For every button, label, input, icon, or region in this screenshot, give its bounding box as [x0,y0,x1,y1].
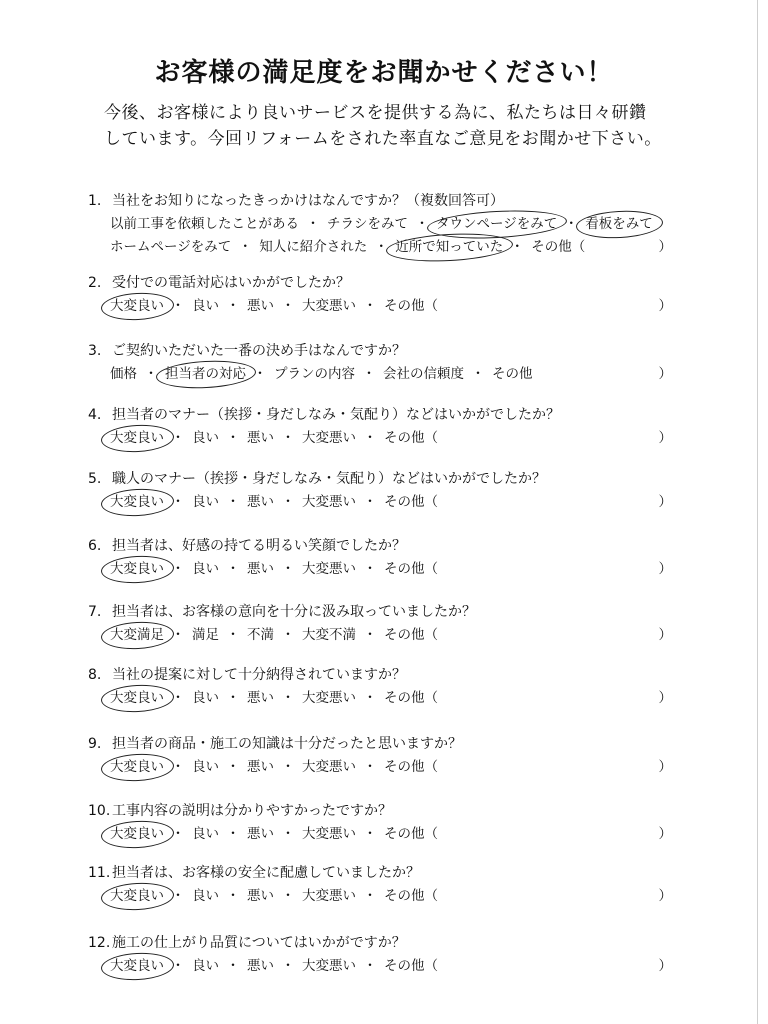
option-separator: ・ [144,366,158,382]
question-number: 2. [88,275,102,291]
question-label: 担当者は、お客様の意向を十分に汲み取っていましたか？ [112,604,476,620]
answer-options [88,756,708,779]
question-label: 当社をお知りになったきっかけはなんですか？（複数回答可） [112,193,504,209]
answer-option[interactable]: その他（ [384,826,438,842]
answer-option[interactable]: 悪い [247,888,274,904]
answer-option[interactable]: 大変悪い [302,888,356,904]
answer-options [88,491,708,514]
answer-option[interactable]: その他（ [384,759,438,775]
option-separator: ・ [226,759,240,775]
question-10 [88,800,708,846]
answer-option[interactable]: 悪い [247,690,274,706]
other-close-paren: ） [658,888,672,904]
question-label: 担当者は、好感の持てる明るい笑顔でしたか？ [112,538,406,554]
answer-option[interactable]: 知人に紹介された [259,239,368,255]
question-1 [88,190,708,259]
question-text [88,862,708,885]
option-separator: ・ [226,430,240,446]
question-8 [88,664,708,710]
question-12 [88,932,708,978]
option-separator: ・ [471,366,485,382]
option-separator: ・ [281,298,295,314]
answer-options [88,687,708,710]
question-label: 当社の提案に対して十分納得されていますか？ [112,667,406,683]
option-separator: ・ [171,627,185,643]
answer-option[interactable]: 良い [192,690,219,706]
option-separator: ・ [226,888,240,904]
answer-option[interactable]: 満足 [192,627,219,643]
question-6 [88,535,708,581]
answer-option-circled[interactable]: 看板をみて [585,213,653,236]
other-close-paren: ） [658,958,672,974]
answer-option[interactable]: その他（ [384,430,438,446]
answer-option-circled[interactable]: 大変良い [110,823,164,846]
option-separator: ・ [171,298,185,314]
question-label: 職人のマナー（挨拶・身だしなみ・気配り）などはいかがでしたか？ [112,471,546,487]
option-separator: ・ [171,759,185,775]
option-separator: ・ [363,690,377,706]
answer-option-circled[interactable]: 大変良い [110,885,164,908]
answer-option[interactable]: 大変悪い [302,430,356,446]
option-separator: ・ [171,494,185,510]
answer-option[interactable]: 会社の信頼度 [383,366,464,382]
question-number: 4. [88,407,102,423]
option-separator: ・ [363,759,377,775]
answer-option[interactable]: 価格 [110,366,137,382]
option-separator: ・ [362,366,376,382]
option-separator: ・ [226,561,240,577]
question-label: 受付での電話対応はいかがでしたか？ [112,275,350,291]
answer-option[interactable]: 良い [192,759,219,775]
answer-option[interactable]: 大変悪い [302,759,356,775]
answer-option-circled[interactable]: 大変良い [110,491,164,514]
answer-option-circled[interactable]: タウンページをみて [436,213,557,236]
option-separator: ・ [415,216,429,232]
answer-option[interactable]: 悪い [247,759,274,775]
answer-options [88,624,708,647]
option-separator: ・ [171,430,185,446]
option-separator: ・ [281,430,295,446]
question-number: 10. [88,803,111,819]
question-number: 7. [88,604,102,620]
question-number: 3. [88,343,102,359]
answer-option[interactable]: 大変不満 [302,627,356,643]
option-separator: ・ [564,216,578,232]
answer-options [88,955,708,978]
answer-option[interactable]: 悪い [247,430,274,446]
question-text [88,404,708,427]
option-separator: ・ [363,888,377,904]
answer-option[interactable]: 大変悪い [302,958,356,974]
question-number: 6. [88,538,102,554]
question-number: 9. [88,736,102,752]
question-number: 8. [88,667,102,683]
option-separator: ・ [281,759,295,775]
question-number: 12. [88,935,111,951]
answer-options [88,427,708,450]
page-edge-line [757,0,758,1024]
answer-options [88,885,708,908]
answer-option[interactable]: 良い [192,888,219,904]
question-9 [88,733,708,779]
question-text [88,932,708,955]
option-separator: ・ [363,958,377,974]
option-separator: ・ [363,494,377,510]
option-separator: ・ [171,826,185,842]
question-number: 11. [88,865,111,881]
other-close-paren: ） [658,298,672,314]
option-separator: ・ [363,627,377,643]
other-close-paren: ） [658,690,672,706]
intro-line: しています。今回リフォームをされた率直なご意見をお聞かせ下さい。 [104,129,662,149]
answer-option-circled[interactable]: 担当者の対応 [165,363,246,386]
question-number: 5. [88,471,102,487]
answer-options [88,236,708,259]
answer-option-circled[interactable]: 大変良い [110,295,164,318]
answer-option[interactable]: 悪い [247,958,274,974]
answer-option[interactable]: その他（ [384,958,438,974]
question-4 [88,404,708,450]
option-separator: ・ [171,690,185,706]
answer-options [88,295,708,318]
answer-option[interactable]: 大変悪い [302,561,356,577]
answer-option[interactable]: その他（ [384,888,438,904]
answer-options [88,213,708,236]
question-5 [88,468,708,514]
question-7 [88,601,708,647]
answer-option[interactable]: その他（ [384,561,438,577]
other-close-paren: ） [658,239,672,255]
page-title: お客様の満足度をお聞かせください！ [154,58,614,88]
option-separator: ・ [226,298,240,314]
answer-option-circled[interactable]: 近所で知っていた [395,236,503,259]
option-separator: ・ [363,430,377,446]
answer-option[interactable]: 悪い [247,826,274,842]
option-separator: ・ [281,561,295,577]
answer-option[interactable]: 良い [192,494,219,510]
question-text [88,800,708,823]
question-text [88,190,708,213]
answer-option-circled[interactable]: 大変満足 [110,624,164,647]
answer-option[interactable]: 大変悪い [302,298,356,314]
answer-option-circled[interactable]: 大変良い [110,687,164,710]
answer-option[interactable]: その他（ [384,627,438,643]
answer-option[interactable]: ホームページをみて [110,239,232,255]
option-separator: ・ [363,826,377,842]
option-separator: ・ [281,958,295,974]
question-text [88,272,708,295]
option-separator: ・ [226,627,240,643]
answer-option[interactable]: 大変悪い [302,494,356,510]
answer-option[interactable]: 悪い [247,561,274,577]
option-separator: ・ [363,561,377,577]
question-text [88,340,708,363]
answer-option-circled[interactable]: 大変良い [110,558,164,581]
answer-option[interactable]: 不満 [247,627,274,643]
question-text [88,733,708,756]
question-text [88,664,708,687]
other-close-paren: ） [658,759,672,775]
other-close-paren: ） [658,627,672,643]
other-close-paren: ） [658,494,672,510]
option-separator: ・ [171,561,185,577]
answer-option[interactable]: 大変悪い [302,690,356,706]
other-close-paren: ） [658,826,672,842]
answer-option[interactable]: その他（ [384,494,438,510]
answer-option[interactable]: その他（ [384,690,438,706]
answer-options [88,823,708,846]
answer-option[interactable]: プランの内容 [274,366,355,382]
answer-option[interactable]: チラシをみて [327,216,408,232]
question-label: 担当者のマナー（挨拶・身だしなみ・気配り）などはいかがでしたか？ [112,407,560,423]
intro-line: 今後、お客様により良いサービスを提供する為に、私たちは日々研鑽 [104,103,647,123]
answer-option[interactable]: その他（ [531,239,586,255]
question-3 [88,340,708,386]
answer-option[interactable]: 以前工事を依頼したことがある [110,216,299,232]
other-close-paren: ） [658,561,672,577]
option-separator: ・ [306,216,320,232]
option-separator: ・ [171,888,185,904]
option-separator: ・ [363,298,377,314]
option-separator: ・ [281,826,295,842]
answer-option[interactable]: 良い [192,561,219,577]
answer-option-circled[interactable]: 大変良い [110,756,164,779]
answer-options [88,363,708,386]
option-separator: ・ [374,239,388,255]
option-separator: ・ [281,494,295,510]
option-separator: ・ [171,958,185,974]
option-separator: ・ [510,239,524,255]
answer-option[interactable]: 良い [192,298,219,314]
question-label: 施工の仕上がり品質についてはいかがですか？ [112,935,406,951]
answer-option-circled[interactable]: 大変良い [110,955,164,978]
question-text [88,535,708,558]
answer-option[interactable]: 良い [192,958,219,974]
question-number: 1. [88,193,102,209]
option-separator: ・ [226,826,240,842]
option-separator: ・ [281,888,295,904]
intro-text [104,100,704,152]
option-separator: ・ [226,690,240,706]
answer-option[interactable]: 良い [192,826,219,842]
question-label: 工事内容の説明は分かりやすかったですか？ [112,803,392,819]
option-separator: ・ [281,627,295,643]
question-2 [88,272,708,318]
answer-option[interactable]: 悪い [247,298,274,314]
question-text [88,468,708,491]
other-close-paren: ） [658,430,672,446]
question-label: 担当者の商品・施工の知識は十分だったと思いますか？ [112,736,462,752]
question-11 [88,862,708,908]
answer-option[interactable]: その他（ [384,298,438,314]
answer-options [88,558,708,581]
answer-option[interactable]: 悪い [247,494,274,510]
question-label: ご契約いただいた一番の決め手はなんですか？ [112,343,406,359]
option-separator: ・ [253,366,267,382]
option-separator: ・ [281,690,295,706]
question-text [88,601,708,624]
other-close-paren: ） [658,366,672,382]
answer-option-circled[interactable]: 大変良い [110,427,164,450]
option-separator: ・ [226,494,240,510]
option-separator: ・ [226,958,240,974]
option-separator: ・ [238,239,252,255]
answer-option[interactable]: 大変悪い [302,826,356,842]
question-label: 担当者は、お客様の安全に配慮していましたか？ [112,865,420,881]
answer-option[interactable]: 良い [192,430,219,446]
answer-option[interactable]: その他 [492,366,533,382]
